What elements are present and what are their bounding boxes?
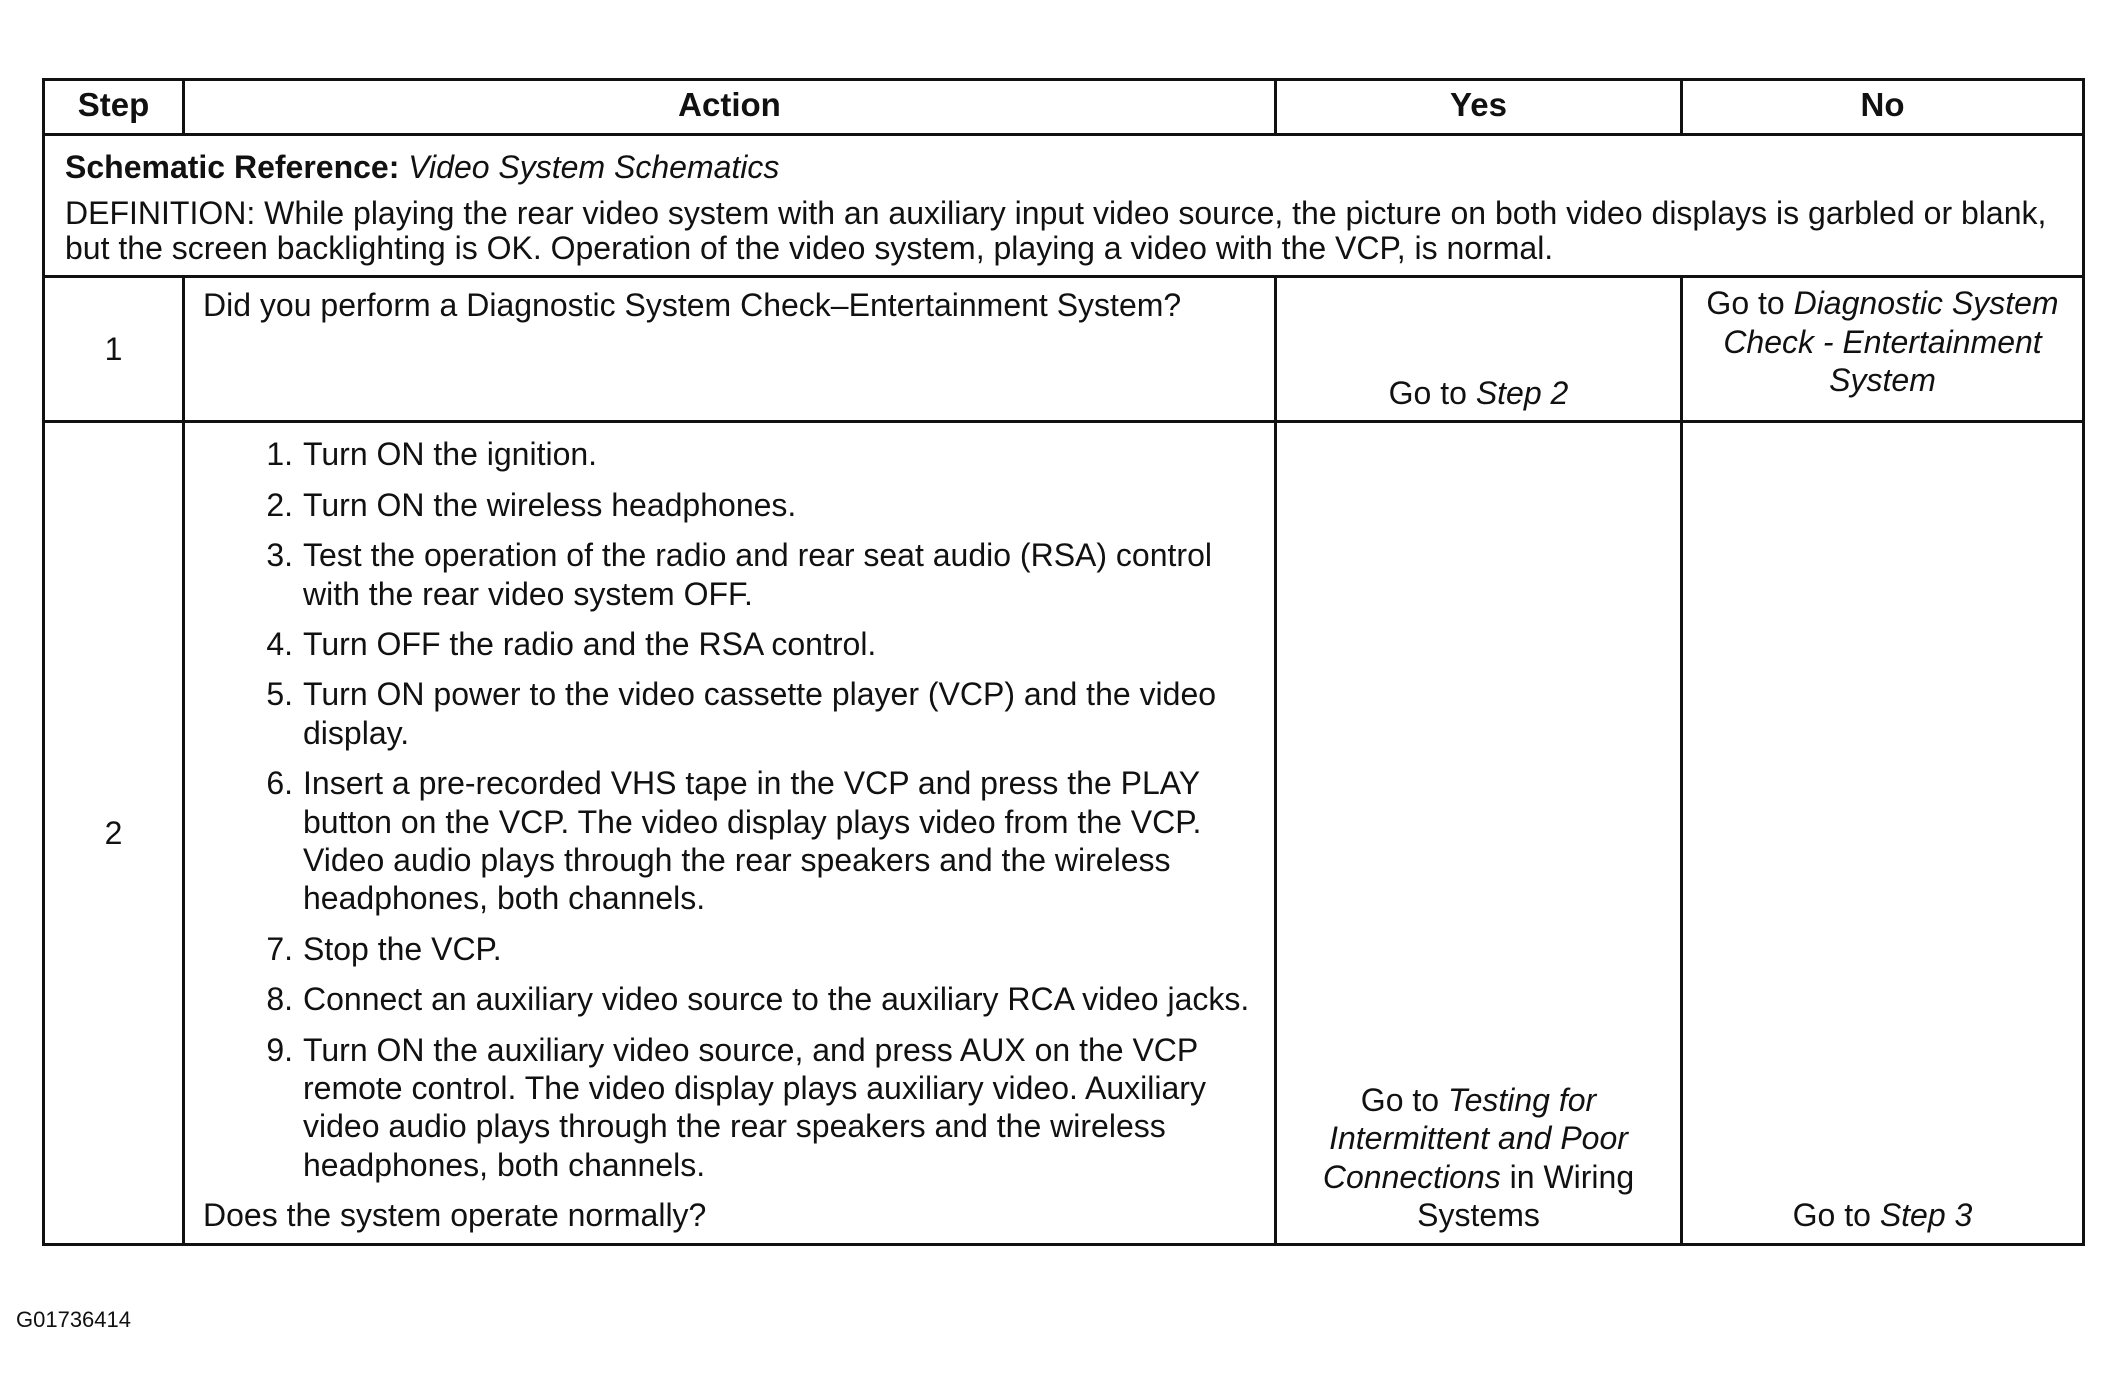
list-item-number: 3. [266, 537, 293, 574]
schematic-reference-label: Schematic Reference: [65, 149, 400, 185]
definition-row [44, 188, 2084, 277]
table-row [44, 422, 2084, 1244]
figure-id: G01736414 [16, 1307, 131, 1332]
list-item-number: 2. [266, 486, 293, 523]
no-prefix: Go to [1792, 1197, 1871, 1234]
list-item-text: Turn OFF the radio and the RSA control. [303, 626, 877, 663]
list-item-text: Insert a pre-recorded VHS tape in the VCP and press the PLAY button on the VCP. The video display plays video from the VCP. Video audio plays through the rear speakers and the wireless headphones, both channels. [303, 765, 1202, 917]
no-link[interactable]: Diagnostic System Check - Entertainment System [1723, 285, 2059, 399]
table-row [44, 277, 2084, 422]
definition-text: DEFINITION: While playing the rear video system with an auxiliary input video source, the picture on both video displays is garbled or blank, but the screen backlighting is OK. Operation of the video system, playing a video with the VCP, is normal. [44, 188, 2084, 277]
step-number: 2 [44, 422, 184, 1244]
list-item-text: Turn ON the wireless headphones. [303, 486, 797, 523]
header-no: No [1682, 80, 2084, 135]
list-item [203, 1031, 1256, 1185]
list-item-text: Test the operation of the radio and rear seat audio (RSA) control with the rear video system OFF. [303, 537, 1212, 612]
yes-result [1276, 277, 1682, 422]
list-item-text: Connect an auxiliary video source to the auxiliary RCA video jacks. [303, 981, 1250, 1018]
list-item [203, 764, 1256, 918]
action-steps [184, 422, 1276, 1244]
no-result [1682, 422, 2084, 1244]
table-header-row [44, 80, 2084, 135]
list-item-number: 8. [266, 981, 293, 1018]
schematic-reference [44, 135, 2084, 189]
list-item [203, 980, 1256, 1018]
list-item-number: 4. [266, 626, 293, 663]
action-question: Does the system operate normally? [203, 1197, 707, 1234]
yes-prefix: Go to [1388, 375, 1467, 412]
list-item [203, 625, 1256, 663]
list-item-text: Turn ON the ignition. [303, 436, 598, 473]
list-item-number: 5. [266, 676, 293, 713]
schematic-reference-row [44, 135, 2084, 189]
list-item [203, 435, 1256, 473]
header-yes: Yes [1276, 80, 1682, 135]
yes-prefix: Go to [1360, 1081, 1440, 1118]
list-item-number: 9. [266, 1031, 293, 1068]
list-item [203, 675, 1256, 752]
yes-link[interactable]: Step 2 [1475, 375, 1569, 412]
list-item-number: 1. [266, 436, 293, 473]
yes-link[interactable]: Testing for Intermittent and Poor Connections [1322, 1081, 1628, 1195]
action-list [203, 435, 1256, 1184]
list-item-number: 6. [266, 765, 293, 802]
no-link[interactable]: Step 3 [1879, 1197, 1973, 1234]
list-item [203, 930, 1256, 968]
no-prefix: Go to [1706, 285, 1785, 322]
list-item [203, 536, 1256, 613]
step-number: 1 [44, 277, 184, 422]
diagnostic-table [42, 78, 2085, 1246]
yes-result [1276, 422, 1682, 1244]
list-item [203, 486, 1256, 524]
schematic-reference-link[interactable]: Video System Schematics [408, 149, 780, 185]
header-step: Step [44, 80, 184, 135]
list-item-number: 7. [266, 930, 293, 967]
list-item-text: Stop the VCP. [303, 930, 502, 967]
header-action: Action [184, 80, 1276, 135]
no-result [1682, 277, 2084, 422]
action-question: Did you perform a Diagnostic System Check–Entertainment System? [184, 277, 1276, 422]
yes-suffix: in Wiring Systems [1417, 1158, 1635, 1234]
list-item-text: Turn ON the auxiliary video source, and press AUX on the VCP remote control. The video display plays auxiliary video. Auxiliary video audio plays through the rear speakers and the wireless headphones, both channels. [303, 1031, 1206, 1183]
list-item-text: Turn ON power to the video cassette player (VCP) and the video display. [303, 676, 1217, 751]
